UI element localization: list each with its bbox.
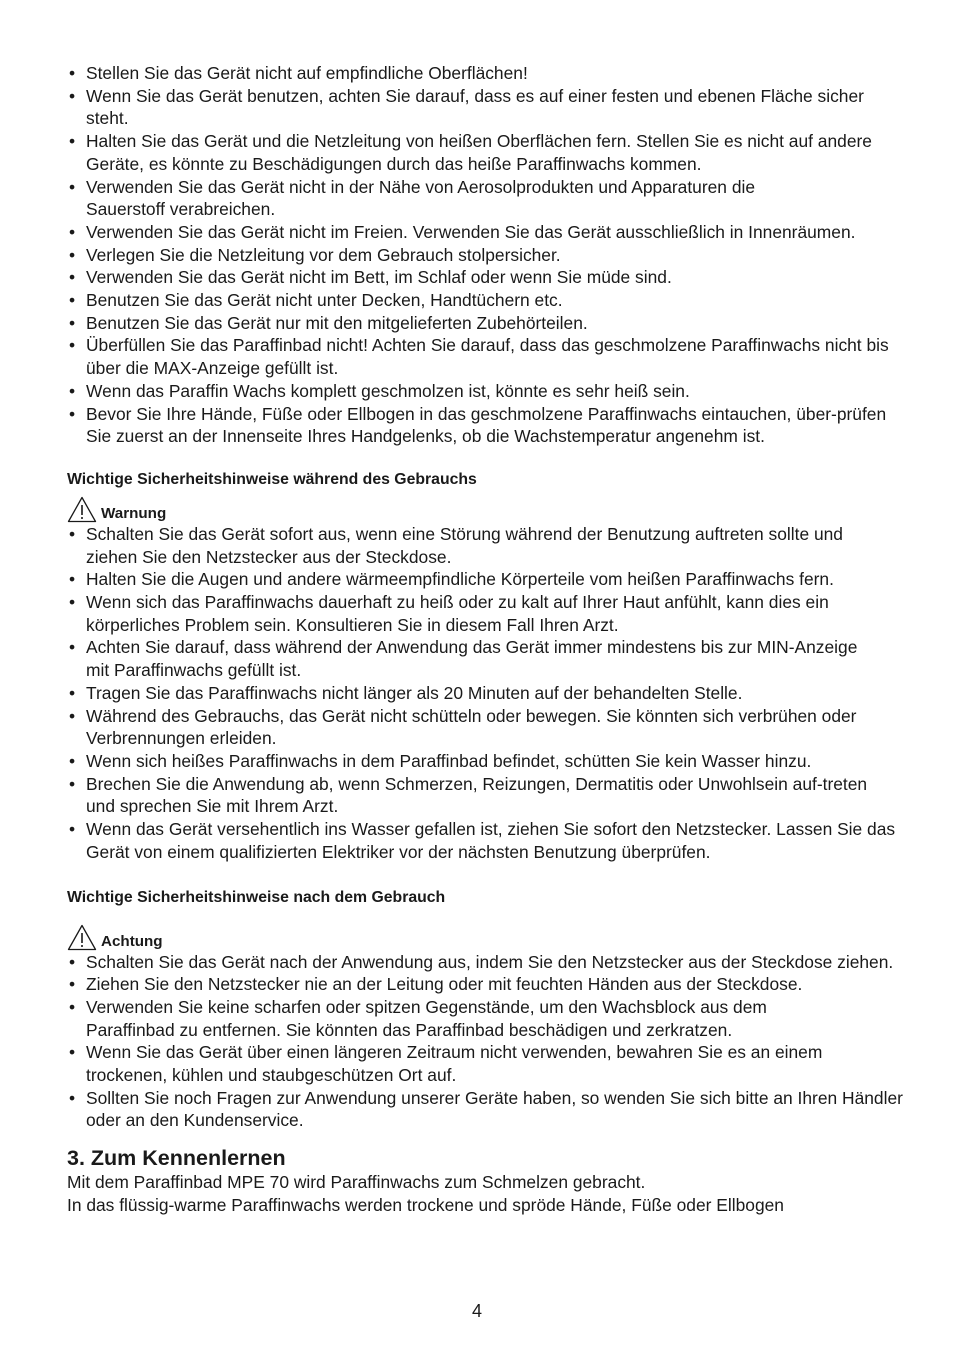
list-item: • Achten Sie darauf, dass während der Anwendung das Gerät immer mindestens bis zur MIN-Anzeige mit Paraffinwachs gefüllt ist.: [67, 636, 876, 681]
list-item: • Benutzen Sie das Gerät nicht unter Decken, Handtüchern etc.: [67, 289, 889, 312]
bullet-list-general: [67, 62, 889, 448]
warning-triangle-icon: [67, 924, 97, 951]
list-item: • Wenn sich heißes Paraffinwachs in dem Paraffinbad befindet, schütten Sie kein Wasser hinzu.: [67, 750, 889, 773]
list-item: • Wenn sich das Paraffinwachs dauerhaft zu heiß oder zu kalt auf Ihrer Haut anfühlt, kann dies ein körperliches Problem sein. Konsultieren Sie in diesem Fall Ihren Arzt.: [67, 591, 904, 636]
list-item: • Überfüllen Sie das Paraffinbad nicht! Achten Sie darauf, dass das geschmolzene Paraffinwachs nicht bis über die MAX-Anzeige gefüllt ist.: [67, 334, 896, 379]
body-text: Mit dem Paraffinbad MPE 70 wird Paraffinwachs zum Schmelzen gebracht.: [67, 1172, 646, 1193]
list-item: • Sollten Sie noch Fragen zur Anwendung unserer Geräte haben, so wenden Sie sich bitte an Ihren Händler oder an den Kundenservice.: [67, 1087, 908, 1132]
list-item: • Ziehen Sie den Netzstecker nie an der Leitung oder mit feuchten Händen aus der Steckdose.: [67, 973, 889, 996]
list-item: • Tragen Sie das Paraffinwachs nicht länger als 20 Minuten auf der behandelten Stelle.: [67, 682, 889, 705]
document-page: [67, 62, 903, 1217]
list-item: • Während des Gebrauchs, das Gerät nicht schütteln oder bewegen. Sie könnten sich verbrühen oder Verbrennungen erleiden.: [67, 705, 896, 750]
list-item: • Wenn das Gerät versehentlich ins Wasser gefallen ist, ziehen Sie sofort den Netzstecker. Lassen Sie das Gerät von einem qualifizierten Elektriker vor der nächsten Benutzung überprüfen.: [67, 818, 908, 863]
body-text: In das flüssig-warme Paraffinwachs werden trockene und spröde Hände, Füße oder Ellbogen: [67, 1194, 784, 1215]
list-item: • Schalten Sie das Gerät sofort aus, wenn eine Störung während der Benutzung auftreten sollte und ziehen Sie den Netzstecker aus der Steckdose.: [67, 523, 886, 568]
list-item: • Verwenden Sie keine scharfen oder spitzen Gegenstände, um den Wachsblock aus dem Paraffinbad zu entfernen. Sie könnten das Paraffinbad beschädigen und zerkratzen.: [67, 996, 846, 1041]
list-item: • Brechen Sie die Anwendung ab, wenn Schmerzen, Reizungen, Dermatitis oder Unwohlsein auf-treten und sprechen Sie mit Ihrem Arzt.: [67, 773, 898, 818]
list-item: • Halten Sie die Augen und andere wärmeempfindliche Körperteile vom heißen Paraffinwachs fern.: [67, 568, 889, 591]
page-number: 4: [471, 1301, 482, 1321]
caution-label: Achtung: [101, 932, 163, 950]
list-item: • Verwenden Sie das Gerät nicht in der Nähe von Aerosolprodukten und Apparaturen die Sauerstoff verabreichen.: [67, 176, 826, 221]
list-item: • Wenn Sie das Gerät über einen längeren Zeitraum nicht verwenden, bewahren Sie es an einem trockenen, kühlen und staubgeschützen Ort auf.: [67, 1041, 896, 1086]
list-item: • Verlegen Sie die Netzleitung vor dem Gebrauch stolpersicher.: [67, 244, 889, 267]
list-item: • Bevor Sie Ihre Hände, Füße oder Ellbogen in das geschmolzene Paraffinwachs eintauchen, über-prüfen Sie zuerst an der Innenseite Ihres Handgelenks, ob die Wachstemperatur angenehm ist.: [67, 403, 906, 448]
list-item: • Verwenden Sie das Gerät nicht im Freien. Verwenden Sie das Gerät ausschließlich in Innenräumen.: [67, 221, 889, 244]
section-heading-during-use: Wichtige Sicherheitshinweise während des Gebrauchs: [67, 470, 477, 488]
list-item: • Halten Sie das Gerät und die Netzleitung von heißen Oberflächen fern. Stellen Sie es nicht auf andere Geräte, es könnte zu Beschädigungen durch das heiße Paraffinwachs kommen.: [67, 130, 876, 175]
section-title: 3. Zum Kennenlernen: [67, 1146, 286, 1171]
warning-label-row: [67, 496, 889, 523]
section-heading-after-use: Wichtige Sicherheitshinweise nach dem Gebrauch: [67, 888, 446, 906]
list-item: • Verwenden Sie das Gerät nicht im Bett, im Schlaf oder wenn Sie müde sind.: [67, 266, 889, 289]
bullet-list-during-use: [67, 523, 896, 864]
list-item: • Wenn Sie das Gerät benutzen, achten Sie darauf, dass es auf einer festen und ebenen Fläche sicher steht.: [67, 85, 876, 130]
list-item: • Wenn das Paraffin Wachs komplett geschmolzen ist, könnte es sehr heiß sein.: [67, 380, 889, 403]
list-item: • Schalten Sie das Gerät nach der Anwendung aus, indem Sie den Netzstecker aus der Steckdose ziehen.: [67, 951, 908, 974]
warning-label: Warnung: [101, 504, 167, 522]
caution-label-row: [67, 924, 889, 951]
list-item: • Stellen Sie das Gerät nicht auf empfindliche Oberflächen!: [67, 62, 889, 85]
bullet-list-after-use: [67, 951, 903, 1133]
warning-triangle-icon: [67, 496, 97, 523]
list-item: • Benutzen Sie das Gerät nur mit den mitgelieferten Zubehörteilen.: [67, 312, 889, 335]
